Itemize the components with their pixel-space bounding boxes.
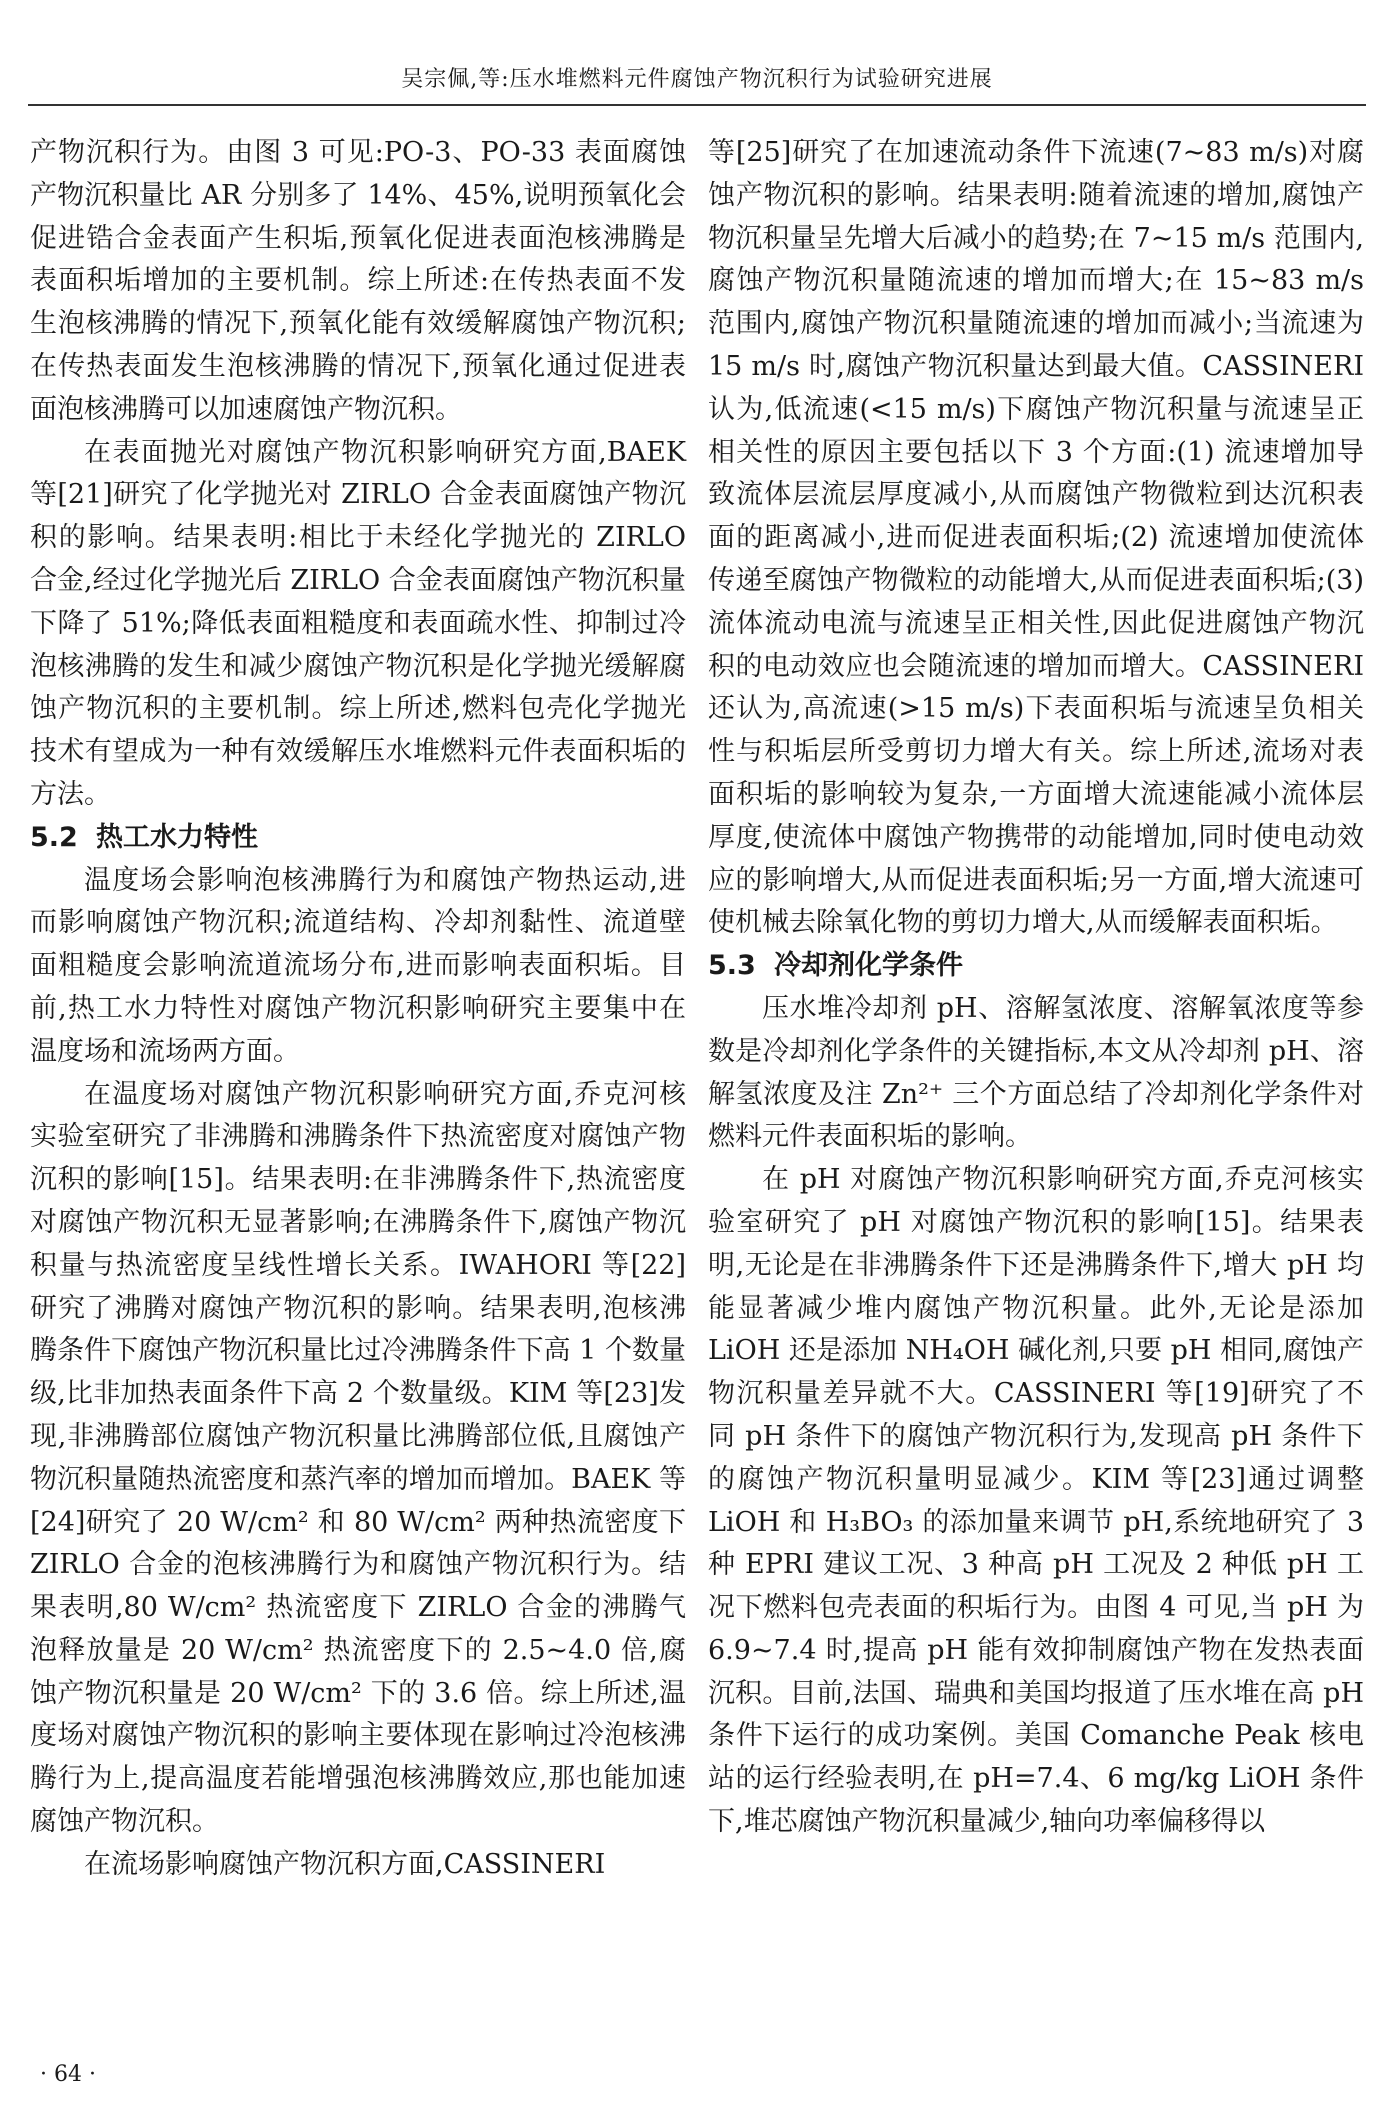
body-paragraph: 产物沉积行为。由图 3 可见:PO-3、PO-33 表面腐蚀产物沉积量比 AR 分别多了 14%、45%,说明预氧化会促进锆合金表面产生积垢,预氧化促进表面泡核沸腾是表面积垢增加的主要机制。综上所述:在传热表面不发生泡核沸腾的情况下,预氧化能有效缓解腐蚀产物沉积;在传热表面发生泡核沸腾的情况下,预氧化通过促进表面泡核沸腾可以加速腐蚀产物沉积。 — [30, 137, 686, 425]
section-number: 5.2 — [30, 821, 78, 853]
section-title: 热工水力特性 — [96, 821, 258, 853]
page-number: · 64 · — [40, 2062, 96, 2087]
section-heading — [30, 817, 686, 860]
section-title: 冷却剂化学条件 — [774, 950, 963, 982]
body-paragraph: 在表面抛光对腐蚀产物沉积影响研究方面,BAEK 等[21]研究了化学抛光对 ZIRLO 合金表面腐蚀产物沉积的影响。结果表明:相比于未经化学抛光的 ZIRLO 合金,经过化学抛光后 ZIRLO 合金表面腐蚀产物沉积量下降了 51%;降低表面粗糙度和表面疏水性、抑制过冷泡核沸腾的发生和减少腐蚀产物沉积是化学抛光缓解腐蚀产物沉积的主要机制。综上所述,燃料包壳化学抛光技术有望成为一种有效缓解压水堆燃料元件表面积垢的方法。 — [30, 436, 686, 810]
section-number: 5.3 — [708, 950, 756, 982]
header-rule — [28, 104, 1366, 106]
body-paragraph: 温度场会影响泡核沸腾行为和腐蚀产物热运动,进而影响腐蚀产物沉积;流道结构、冷却剂黏性、流道壁面粗糙度会影响流道流场分布,进而影响表面积垢。目前,热工水力特性对腐蚀产物沉积影响研究主要集中在温度场和流场两方面。 — [30, 864, 686, 1067]
right-column — [708, 132, 1364, 1844]
section-heading — [708, 945, 1364, 988]
body-paragraph: 在流场影响腐蚀产物沉积方面,CASSINERI — [84, 1848, 606, 1880]
body-paragraph: 压水堆冷却剂 pH、溶解氢浓度、溶解氧浓度等参数是冷却剂化学条件的关键指标,本文从冷却剂 pH、溶解氢浓度及注 Zn²⁺ 三个方面总结了冷却剂化学条件对燃料元件表面积垢的影响。 — [708, 992, 1364, 1153]
body-paragraph: 等[25]研究了在加速流动条件下流速(7~83 m/s)对腐蚀产物沉积的影响。结果表明:随着流速的增加,腐蚀产物沉积量呈先增大后减小的趋势;在 7~15 m/s 范围内,腐蚀产物沉积量随流速的增加而增大;在 15~83 m/s 范围内,腐蚀产物沉积量随流速的增加而减小;当流速为 15 m/s 时,腐蚀产物沉积量达到最大值。CASSINERI 认为,低流速(<15 m/s)下腐蚀产物沉积量与流速呈正相关性的原因主要包括以下 3 个方面:(1) 流速增加导致流体层流层厚度减小,从而腐蚀产物微粒到达沉积表面的距离减小,进而促进表面积垢;(2) 流速增加使流体传递至腐蚀产物微粒的动能增大,从而促进表面积垢;(3) 流体流动电流与流速呈正相关性,因此促进腐蚀产物沉积的电动效应也会随流速的增加而增大。CASSINERI 还认为,高流速(>15 m/s)下表面积垢与流速呈负相关性与积垢层所受剪切力增大有关。综上所述,流场对表面积垢的影响较为复杂,一方面增大流速能减小流体层厚度,使流体中腐蚀产物携带的动能增加,同时使电动效应的影响增大,从而促进表面积垢;另一方面,增大流速可使机械去除氧化物的剪切力增大,从而缓解表面积垢。 — [708, 137, 1364, 939]
left-column — [30, 132, 686, 1887]
body-paragraph: 在温度场对腐蚀产物沉积影响研究方面,乔克河核实验室研究了非沸腾和沸腾条件下热流密度对腐蚀产物沉积的影响[15]。结果表明:在非沸腾条件下,热流密度对腐蚀产物沉积无显著影响;在沸腾条件下,腐蚀产物沉积量与热流密度呈线性增长关系。IWAHORI 等[22]研究了沸腾对腐蚀产物沉积的影响。结果表明,泡核沸腾条件下腐蚀产物沉积量比过冷沸腾条件下高 1 个数量级,比非加热表面条件下高 2 个数量级。KIM 等[23]发现,非沸腾部位腐蚀产物沉积量比沸腾部位低,且腐蚀产物沉积量随热流密度和蒸汽率的增加而增加。BAEK 等[24]研究了 20 W/cm² 和 80 W/cm² 两种热流密度下 ZIRLO 合金的泡核沸腾行为和腐蚀产物沉积行为。结果表明,80 W/cm² 热流密度下 ZIRLO 合金的沸腾气泡释放量是 20 W/cm² 热流密度下的 2.5~4.0 倍,腐蚀产物沉积量是 20 W/cm² 下的 3.6 倍。综上所述,温度场对腐蚀产物沉积的影响主要体现在影响过冷泡核沸腾行为上,提高温度若能增强泡核沸腾效应,那也能加速腐蚀产物沉积。 — [30, 1078, 686, 1838]
running-head: 吴宗佩,等:压水堆燃料元件腐蚀产物沉积行为试验研究进展 — [401, 67, 993, 92]
body-paragraph: 在 pH 对腐蚀产物沉积影响研究方面,乔克河核实验室研究了 pH 对腐蚀产物沉积的影响[15]。结果表明,无论是在非沸腾条件下还是沸腾条件下,增大 pH 均能显著减少堆内腐蚀产物沉积量。此外,无论是添加 LiOH 还是添加 NH₄OH 碱化剂,只要 pH 相同,腐蚀产物沉积量差异就不大。CASSINERI 等[19]研究了不同 pH 条件下的腐蚀产物沉积行为,发现高 pH 条件下的腐蚀产物沉积量明显减少。KIM 等[23]通过调整 LiOH 和 H₃BO₃ 的添加量来调节 pH,系统地研究了 3 种 EPRI 建议工况、3 种高 pH 工况及 2 种低 pH 工况下燃料包壳表面的积垢行为。由图 4 可见,当 pH 为 6.9~7.4 时,提高 pH 能有效抑制腐蚀产物在发热表面沉积。目前,法国、瑞典和美国均报道了压水堆在高 pH 条件下运行的成功案例。美国 Comanche Peak 核电站的运行经验表明,在 pH=7.4、6 mg/kg LiOH 条件下,堆芯腐蚀产物沉积量减少,轴向功率偏移得以 — [708, 1164, 1364, 1838]
